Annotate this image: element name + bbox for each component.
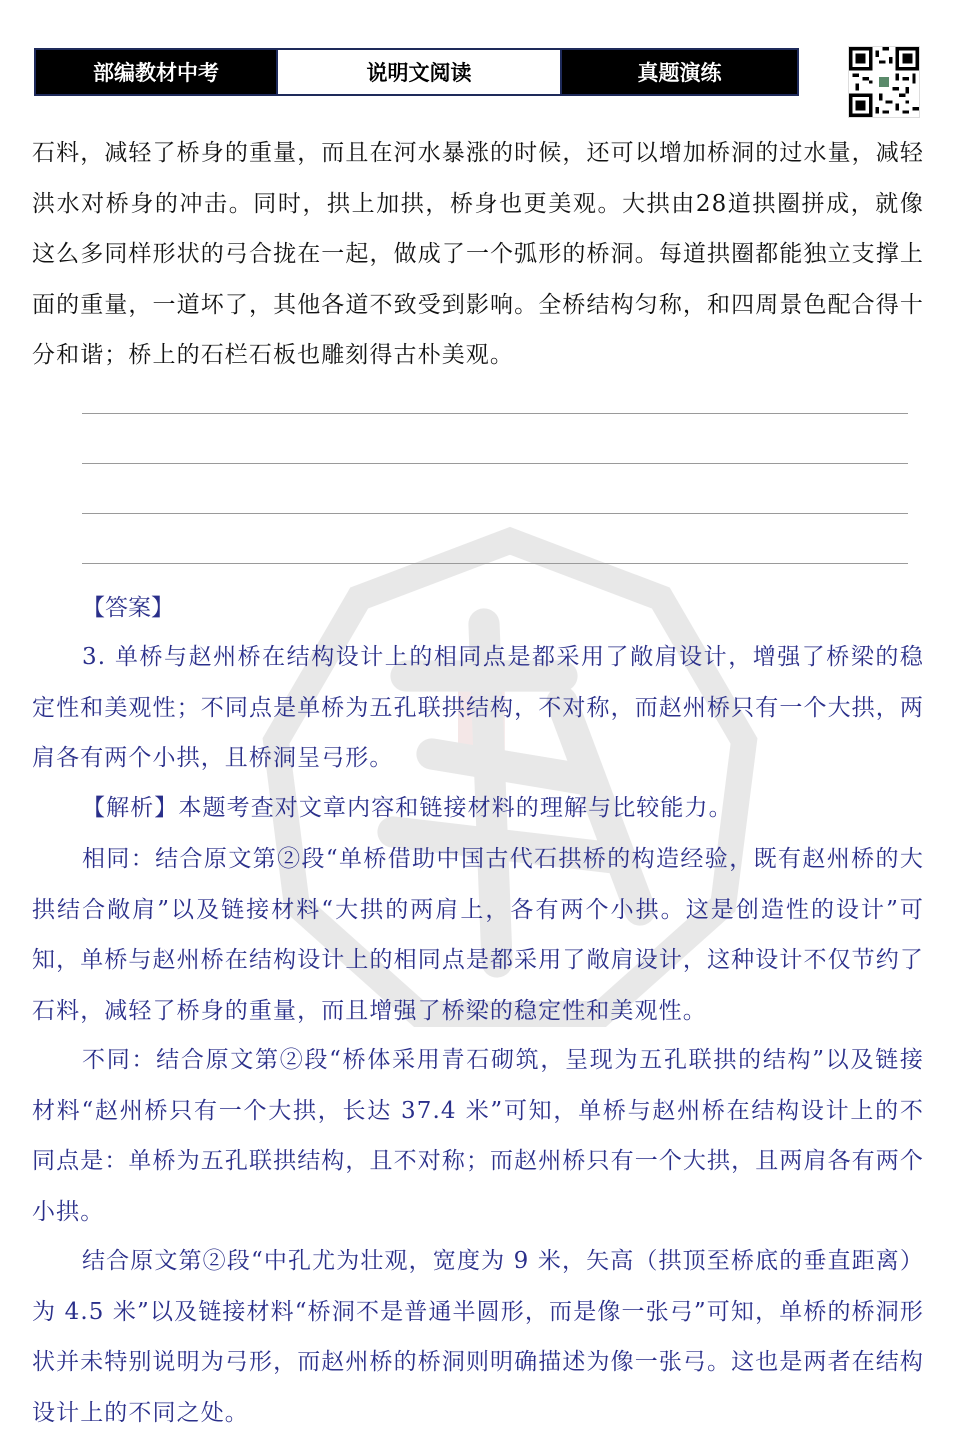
header-bar: [34, 48, 799, 96]
answer-label: 【答案】: [82, 595, 174, 621]
analysis-last: 结合原文第②段“中孔尤为壮观，宽度为 9 米，矢高（拱顶至桥底的垂直距离）为 4.5 米”以及链接材料“桥洞不是普通半圆形，而是像一张弓”可知，单桥的桥洞形状并未特别说明为弓形，而赵州桥的桥洞则明确描述为像一张弓。这也是两者在结构设计上的不同之处。: [32, 1248, 924, 1426]
blank-line: [82, 563, 908, 564]
header-right-label: 真题演练: [562, 50, 797, 94]
answer-text: 3. 单桥与赵州桥在结构设计上的相同点是都采用了敞肩设计，增强了桥梁的稳定性和美观性；不同点是单桥为五孔联拱结构，不对称，而赵州桥只有一个大拱，两肩各有两个小拱，且桥洞呈弓形。: [32, 644, 924, 771]
analysis-intro: 【解析】本题考查对文章内容和链接材料的理解与比较能力。: [82, 795, 733, 821]
analysis-diff: 不同：结合原文第②段“桥体采用青石砌筑，呈现为五孔联拱的结构”以及链接材料“赵州桥只有一个大拱，长达 37.4 米”可知，单桥与赵州桥在结构设计上的不同点是：单桥为五孔联拱结构，且不对称；而赵州桥只有一个大拱，且两肩各有两个小拱。: [32, 1047, 924, 1225]
passage-text: 石料，减轻了桥身的重量，而且在河水暴涨的时候，还可以增加桥洞的过水量，减轻洪水对桥身的冲击。同时，拱上加拱，桥身也更美观。大拱由28道拱圈拼成，就像这么多同样形状的弓合拢在一起，做成了一个弧形的桥洞。每道拱圈都能独立支撑上面的重量，一道坏了，其他各道不致受到影响。全桥结构匀称，和四周景色配合得十分和谐；桥上的石栏石板也雕刻得古朴美观。: [32, 140, 924, 368]
qr-code-icon: [848, 46, 920, 118]
analysis-same: 相同：结合原文第②段“单桥借助中国古代石拱桥的构造经验，既有赵州桥的大拱结合敞肩”以及链接材料“大拱的两肩上，各有两个小拱。这是创造性的设计”可知，单桥与赵州桥在结构设计上的相同点是都采用了敞肩设计，这种设计不仅节约了石料，减轻了桥身的重量，而且增强了桥梁的稳定性和美观性。: [32, 846, 924, 1024]
blank-line: [82, 413, 908, 414]
answer-blank-lines: [82, 413, 908, 613]
header-left-label: 部编教材中考: [36, 50, 276, 94]
blank-line: [82, 513, 908, 514]
header-center-label: 说明文阅读: [276, 50, 562, 94]
blank-line: [82, 463, 908, 464]
